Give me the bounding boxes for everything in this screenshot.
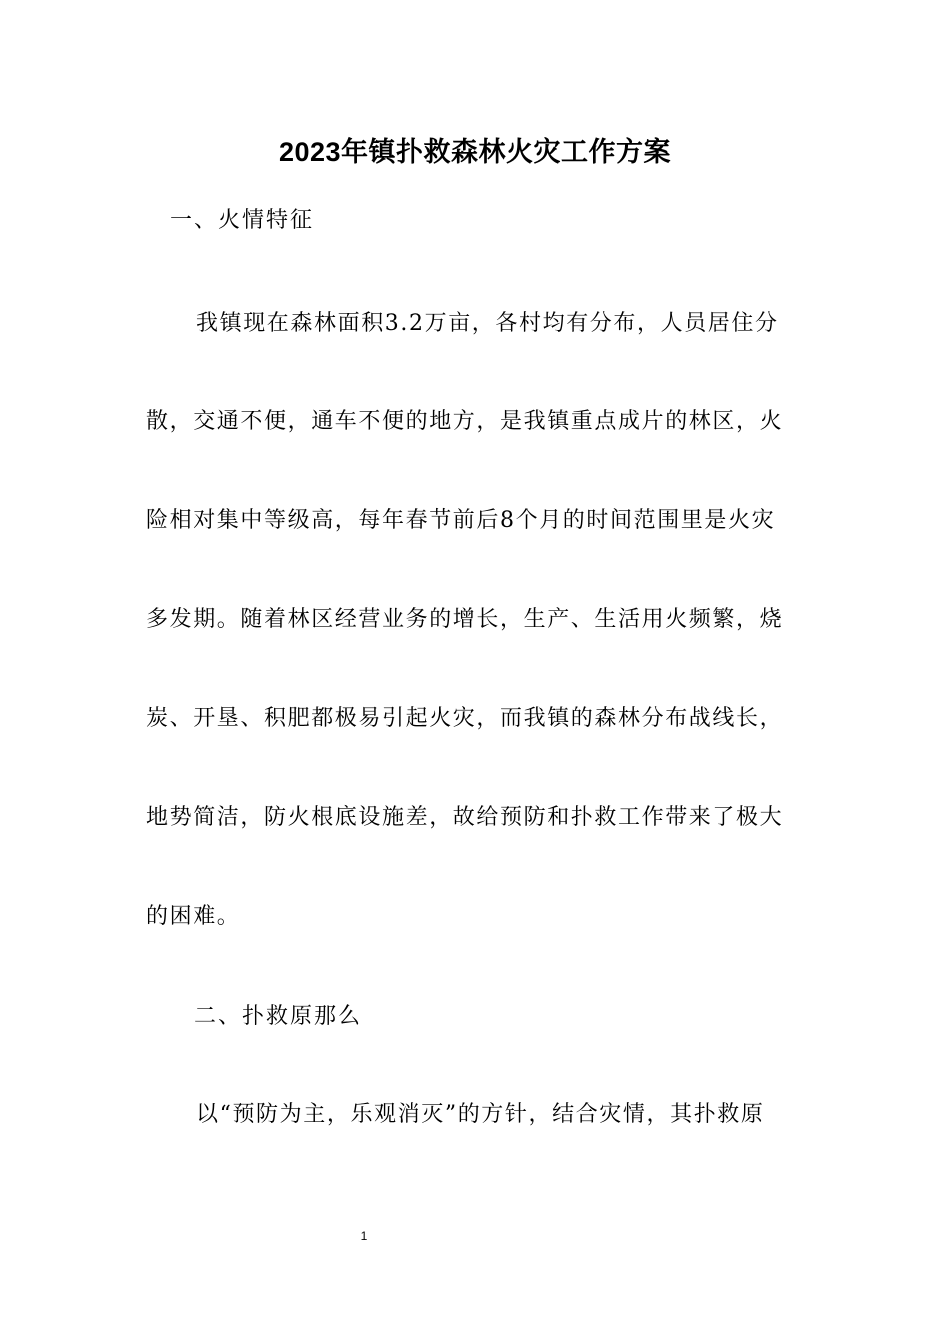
paragraph-line: 多发期。随着林区经营业务的增长，生产、生活用火频繁，烧 [146, 607, 784, 632]
paragraph-line: 以“预防为主，乐观消灭”的方针，结合灾情，其扑救原 [196, 1102, 765, 1127]
paragraph-line: 险相对集中等级高，每年春节前后8个月的时间范围里是火灾 [146, 508, 776, 533]
paragraph-line: 我镇现在森林面积3.2万亩，各村均有分布，人员居住分 [196, 311, 779, 336]
paragraph-line: 散，交通不便，通车不便的地方，是我镇重点成片的林区，火 [146, 409, 784, 434]
paragraph-line: 的困难。 [146, 904, 241, 929]
page-number: 1 [360, 1229, 368, 1243]
document-title: 2023年镇扑救森林火灾工作方案 [278, 137, 672, 167]
paragraph-line: 炭、开垦、积肥都极易引起火灾，而我镇的森林分布战线长， [146, 706, 784, 731]
section-heading-fire-characteristics: 一、火情特征 [170, 208, 315, 233]
paragraph-line: 地势简洁，防火根底设施差，故给预防和扑救工作带来了极大 [146, 805, 784, 830]
section-heading-rescue-principles: 二、扑救原那么 [194, 1004, 363, 1029]
